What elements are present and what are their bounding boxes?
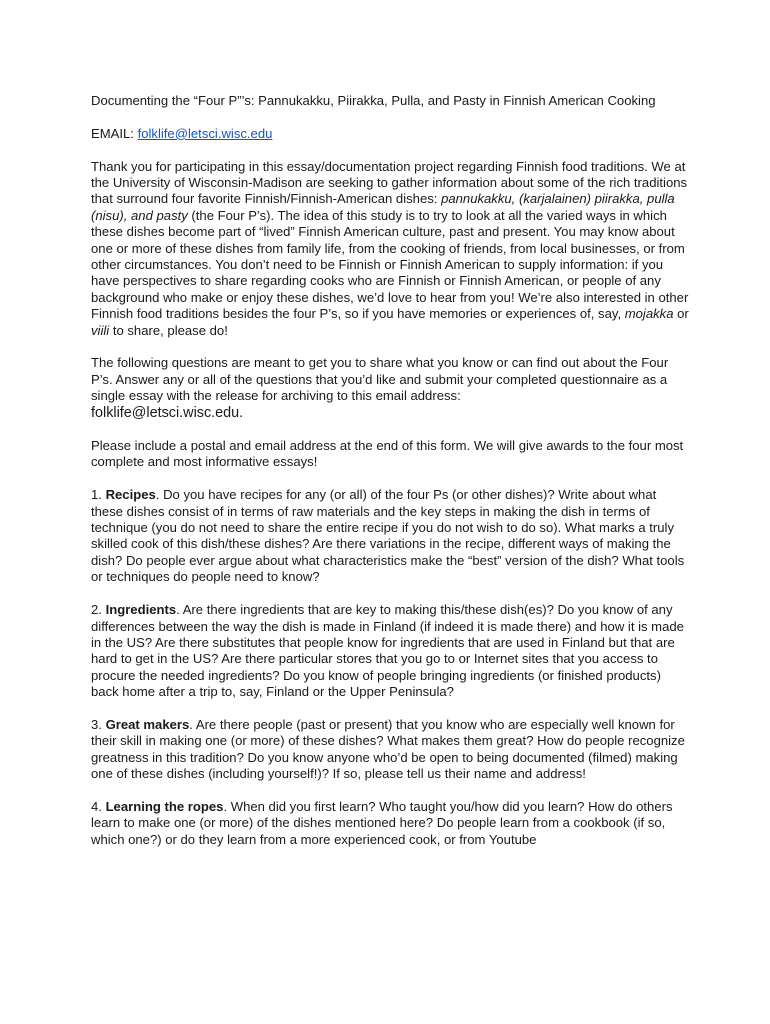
question-heading: Ingredients (105, 602, 177, 618)
question-1 (91, 487, 691, 585)
intro-dishes: pannukakku, (karjalainen) piirakka, pulla (nisu), and pasty (91, 191, 675, 223)
question-4 (91, 799, 691, 848)
intro-mojakka: mojakka (624, 306, 674, 322)
question-text: . Do you have recipes for any (or all) of the four Ps (or other dishes)? Write about what these dishes consist of in terms of raw materials and the key steps in making the dish in terms of technique (you do not need to share the entire recipe if you do not wish to do so). What marks a truly skilled cook of this dish/these dishes? Are there variations in the recipe, different ways of making the dish? Do people ever argue about what characteristics make the “best” version of the dish? What tools or techniques do people need to know? (91, 487, 685, 585)
question-heading: Great makers (105, 716, 190, 732)
question-number: 1. (91, 487, 102, 503)
intro-text-2: (the Four P’s). The idea of this study is to try to look at all the varied ways in which these dishes become part of “lived” Finnish American culture, past and present. You may know about one or more of these dishes from family life, from the cooking of friends, from local businesses, or from other circumstances. You don’t need to be Finnish or Finnish American to supply information: if you have perspectives to share regarding cooks who are Finnish or Finnish American, or people of any background who make or enjoy these dishes, we’d love to hear from you! We’re also interested in other Finnish food traditions besides the four P’s, so if you have memories or experiences of, say, (91, 207, 689, 322)
question-text: . When did you first learn? Who taught you/how did you learn? How do others learn to make one (or more) of the dishes mentioned here? Do people learn from a cookbook (if so, which one?) or do they learn from a more experienced cook, or from Youtube (91, 798, 673, 847)
question-text: . Are there ingredients that are key to making this/these dish(es)? Do you know of any differences between the way the dish is made in Finland (if indeed it is made there) and how it is made in the US? Are there substitutes that people know for ingredients that are used in Finland but that are hard to get in the US? Are there particular stores that you go to or Internet sites that you access to procure the needed ingredients? Do you know of people bringing ingredients (or finished products) back home after a trip to, say, Finland or the Upper Peninsula? (91, 602, 684, 700)
email-link[interactable]: folklife@letsci.wisc.edu (137, 125, 273, 141)
email-label: EMAIL: (91, 125, 134, 141)
document-page (91, 93, 691, 865)
instructions-text: The following questions are meant to get you to share what you know or can find out about the Four P’s. Answer any or all of the questions that you’d like and submit your completed questionnaire as a single essay with the release for archiving to this email address: (91, 355, 669, 404)
question-number: 4. (91, 798, 102, 814)
question-3 (91, 717, 691, 783)
intro-text-3: to share, please do! (109, 322, 228, 338)
instructions-paragraph (91, 355, 691, 421)
postal-note: Please include a postal and email address at the end of this form. We will give awards to the four most complete and most informative essays! (91, 438, 684, 470)
question-number: 3. (91, 716, 102, 732)
intro-or: or (673, 306, 689, 322)
intro-paragraph (91, 159, 691, 339)
email-line (91, 126, 691, 142)
instructions-email: folklife@letsci.wisc.edu. (91, 404, 244, 421)
question-2 (91, 602, 691, 700)
question-number: 2. (91, 602, 102, 618)
intro-viili: viili (91, 322, 110, 338)
question-heading: Learning the ropes (105, 798, 224, 814)
intro-text-1: Thank you for participating in this essay/documentation project regarding Finnish food traditions. We at the University of Wisconsin-Madison are seeking to gather information about some of the rich traditions that surround four favorite Finnish/Finnish-American dishes: (91, 158, 688, 207)
document-title: Documenting the “Four P”’s: Pannukakku, Piirakka, Pulla, and Pasty in Finnish American Cooking (91, 93, 656, 108)
question-text: . Are there people (past or present) that you know who are especially well known for their skill in making one (or more) of these dishes? What makes them great? How do people recognize greatness in this tradition? Do you know anyone who’d be open to being documented (filmed) making one of these dishes (including yourself!)? If so, please tell us their name and address! (91, 716, 685, 782)
question-heading: Recipes (105, 487, 156, 503)
